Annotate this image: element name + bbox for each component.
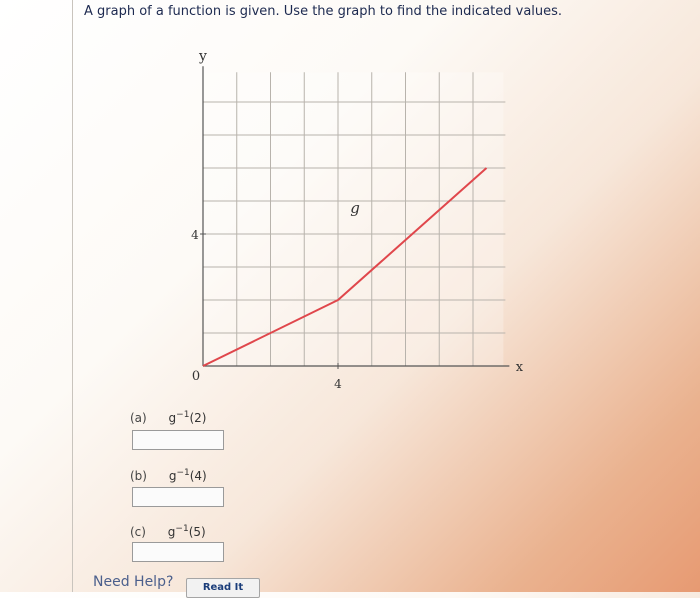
question-text: A graph of a function is given. Use the graph to find the indicated values. xyxy=(84,4,563,19)
function-label: g xyxy=(350,199,360,217)
part-a-answer-input[interactable] xyxy=(132,430,224,450)
part-c-label: (c) xyxy=(130,525,146,539)
part-a xyxy=(130,410,206,425)
x-tick-label: 4 xyxy=(334,377,342,391)
part-c-expression: $g^{-1}(5)$ xyxy=(167,524,206,539)
y-tick-label: 4 xyxy=(191,228,199,242)
part-b-answer-input[interactable] xyxy=(132,487,224,507)
part-a-expression: $g^{-1}(2)$ xyxy=(168,410,207,425)
origin-tick-label: 0 xyxy=(191,369,201,384)
plot-area xyxy=(203,72,503,366)
y-axis-label: y xyxy=(199,48,207,65)
part-c-answer-input[interactable] xyxy=(132,542,224,562)
part-a-label: (a) xyxy=(130,411,147,425)
part-c xyxy=(130,524,206,539)
x-axis-label: x xyxy=(515,360,524,375)
read-it-button[interactable]: Read It xyxy=(186,578,260,598)
graph-grid xyxy=(203,72,505,366)
part-b xyxy=(130,468,207,483)
part-b-label: (b) xyxy=(130,469,147,483)
need-help-label: Need Help? xyxy=(93,574,174,590)
part-b-expression: $g^{-1}(4)$ xyxy=(168,468,207,483)
